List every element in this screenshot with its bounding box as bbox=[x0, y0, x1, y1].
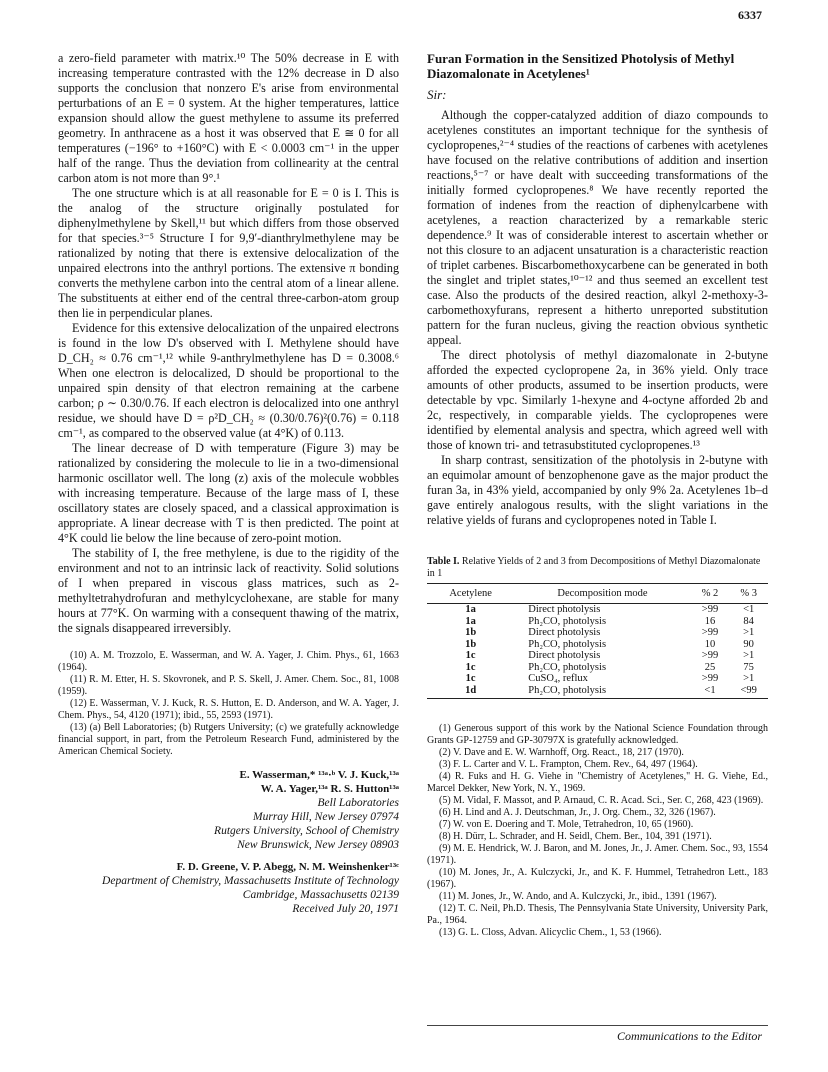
table-cell: Ph₂CO, photolysis bbox=[528, 615, 607, 627]
table-cell: Direct photolysis bbox=[528, 604, 601, 615]
table-cell: Direct photolysis bbox=[528, 650, 601, 661]
table-cell: 90 bbox=[743, 638, 754, 650]
institution: Rutgers University, School of Chemistry bbox=[214, 825, 399, 837]
author-names: W. A. Yager,¹³ᵃ R. S. Hutton¹³ᵃ bbox=[260, 783, 399, 795]
right-column bbox=[427, 51, 768, 939]
table-cell: 1a bbox=[465, 604, 476, 615]
table-cell: 25 bbox=[704, 661, 716, 673]
table-row bbox=[427, 685, 768, 699]
table-cell: 1b bbox=[465, 638, 477, 650]
institution: Department of Chemistry, Massachusetts Institute of Technology bbox=[102, 875, 399, 887]
table-cell: 1a bbox=[465, 615, 476, 627]
table-header-row bbox=[427, 584, 768, 604]
table-cell: CuSO₄, reflux bbox=[528, 673, 588, 684]
reference: (7) W. von E. Doering and T. Mole, Tetrahedron, 10, 65 (1960). bbox=[439, 819, 694, 830]
author-block bbox=[58, 768, 399, 916]
body-paragraph: The one structure which is at all reasonable for E = 0 is I. This is the analog of the structure originally postulated for diphenylmethylene by Skell,¹¹ but which differs from those observed for that species.³⁻⁵ Structure I for 9,9′-dianthrylmethylene may be rationalized by noting that there is extensive delocalization of the unpaired electrons into the anthryl portions. The extensive π bonding converts the methylene carbon into the central atom of a linear allene. The substituents at either end of the central three-carbon-atom group then lie in perpendicular planes. bbox=[58, 186, 399, 320]
table-row bbox=[427, 673, 768, 685]
references-right bbox=[427, 723, 768, 939]
reference: (9) M. E. Hendrick, W. J. Baron, and M. Jones, Jr., J. Amer. Chem. Soc., 93, 1554 (1971). bbox=[427, 843, 768, 866]
table-cell: 1c bbox=[465, 673, 476, 684]
table-cell: >1 bbox=[743, 673, 755, 684]
table-row bbox=[427, 650, 768, 662]
reference: (4) R. Fuks and H. G. Viehe in "Chemistry of Acetylenes," H. G. Viehe, Ed., Marcel Dekker, New York, N. Y., 1969. bbox=[427, 771, 768, 794]
table-cell: 1c bbox=[465, 650, 476, 661]
table-caption bbox=[427, 556, 768, 580]
table-cell: <1 bbox=[743, 604, 755, 615]
body-paragraph: a zero-field parameter with matrix.¹⁰ The 50% decrease in E with increasing temperature contrasted with the 12% decrease in D also supports the conclusion that nonzero E's arise from environmental perturbations of an E = 0 system. At the higher temperatures, lattice expansion should allow the guest methylene to assume its preferred geometry. In anthracene as a host it was observed that E ≅ 0 for all temperatures (−196° to +160°C) with E < 0.0003 cm⁻¹ in the upper half of the range. Thus the deviation from collinearity at the central carbon atom is not more than 9°.¹ bbox=[58, 51, 399, 185]
table-header: % 2 bbox=[691, 584, 730, 604]
table-cell: Ph₂CO, photolysis bbox=[528, 661, 607, 673]
table-cell: >99 bbox=[701, 627, 719, 638]
running-footer: Communications to the Editor bbox=[617, 1029, 762, 1043]
reference: (13) (a) Bell Laboratories; (b) Rutgers University; (c) we gratefully acknowledge financial support, in part, from the Petroleum Research Fund, administered by the American Chemical Society. bbox=[58, 722, 399, 757]
institution: Bell Laboratories bbox=[317, 797, 399, 809]
reference: (10) M. Jones, Jr., A. Kulczycki, Jr., and K. F. Hummel, Tetrahedron Lett., 183 (1967). bbox=[427, 867, 768, 890]
table-cell: 16 bbox=[704, 615, 716, 627]
left-column bbox=[58, 51, 399, 916]
table-cell: Ph₂CO, photolysis bbox=[528, 638, 607, 650]
reference: (1) Generous support of this work by the National Science Foundation through Grants GP-12759 and GP-30797X is gratefully acknowledged. bbox=[427, 723, 768, 746]
table-cell: 75 bbox=[743, 661, 754, 673]
reference: (6) H. Lind and A. J. Deutschman, Jr., J. Org. Chem., 32, 326 (1967). bbox=[439, 807, 716, 818]
table-cell: >99 bbox=[701, 650, 719, 661]
table-cell: Direct photolysis bbox=[528, 627, 601, 638]
article-title: Furan Formation in the Sensitized Photolysis of Methyl Diazomalonate in Acetylenes¹ bbox=[427, 51, 735, 81]
table-cell: 84 bbox=[743, 615, 754, 627]
table-cell: 10 bbox=[704, 638, 716, 650]
reference: (5) M. Vidal, F. Massot, and P. Arnaud, C. R. Acad. Sci., Ser. C, 268, 423 (1969). bbox=[439, 795, 764, 806]
reference: (13) G. L. Closs, Advan. Alicyclic Chem., 1, 53 (1966). bbox=[439, 927, 662, 938]
table-cell: <1 bbox=[691, 685, 730, 699]
body-paragraph: In sharp contrast, sensitization of the photolysis in 2-butyne with an equimolar amount of benzophenone gave as the major product the furan 3a, in 43% yield, accompanied by only 9% 2a. Acetylenes 1b–d gave entirely analogous results, with the slight variations in the relative yields of furans and cyclopropenes noted in Table I. bbox=[427, 453, 768, 527]
yields-table bbox=[427, 583, 768, 699]
table-cell: 1c bbox=[465, 661, 476, 673]
author-names: F. D. Greene, V. P. Abegg, N. M. Weinshenker¹³ᶜ bbox=[176, 861, 399, 873]
table-header: Acetylene bbox=[427, 584, 514, 604]
table-header: Decomposition mode bbox=[514, 584, 690, 604]
table-cell: >1 bbox=[743, 627, 755, 638]
table-cell: >1 bbox=[743, 650, 755, 661]
institution-city: Murray Hill, New Jersey 07974 bbox=[253, 811, 399, 823]
table-cell: >99 bbox=[701, 673, 719, 684]
body-paragraph: The direct photolysis of methyl diazomalonate in 2-butyne afforded the expected cyclopropene 2a, in 36% yield. Only trace amounts of other products, assumed to be insertion products, were detectable by vpc. Similarly 1-hexyne and 4-octyne afforded 2b and 2c, respectively, in comparable yields. The cyclopropenes were identified by elemental analysis and spectra, which agreed well with those of known tri- and tetrasubstituted cyclopropenes.¹³ bbox=[427, 348, 768, 452]
reference: (10) A. M. Trozzolo, E. Wasserman, and W. A. Yager, J. Chim. Phys., 61, 1663 (1964). bbox=[58, 650, 399, 673]
reference: (11) R. M. Etter, H. S. Skovronek, and P. S. Skell, J. Amer. Chem. Soc., 81, 1008 (1959). bbox=[58, 674, 399, 697]
table-row bbox=[427, 616, 768, 628]
references-left bbox=[58, 650, 399, 758]
footer-rule bbox=[427, 1025, 768, 1026]
table-cell: 1d bbox=[427, 685, 514, 699]
body-paragraph: Although the copper-catalyzed addition of diazo compounds to acetylenes constitutes an important technique for the synthesis of cyclopropenes,²⁻⁴ studies of the reactions of carbenes with acetylenes have focused on the relative contributions of addition and insertion reactions,⁵⁻⁷ or have dealt with succeeding transformations of the initially formed cyclopropenes.⁸ We have recently reported the formation of indenes from the reaction of diphenylcarbene with acetylenes, a reaction characterized by a remarkable steric dependence.⁹ It was of considerable interest to ascertain whether or not this closure to an adjacent unsaturation is a characteristic reaction of triplet carbenes. Biscarbomethoxycarbene can be generated in both the singlet and triplet states,¹⁰⁻¹² and thus seemed an excellent test case. Also the products of the desired reaction, alkyl 2-methoxy-3-carbomethoxyfurans, represent a hitherto unreported substitution pattern for the furan nucleus, giving the reaction obvious synthetic appeal. bbox=[427, 108, 768, 347]
salutation: Sir: bbox=[427, 87, 447, 102]
reference: (11) M. Jones, Jr., W. Ando, and A. Kulczycki, Jr., ibid., 1391 (1967). bbox=[439, 891, 717, 902]
table-caption-text: Relative Yields of 2 and 3 from Decompositions of Methyl Diazomalonate in 1 bbox=[427, 556, 761, 579]
body-paragraph: The stability of I, the free methylene, is due to the rigidity of the environment and not to an intrinsic lack of reactivity. Solid solutions of I when prepared in viscous glass matrices, such as 2-methyltetrahydrofuran and methylcyclohexane, are stable for many hours at 77°K. On warming with a consequent thawing of the matrix, the signals disappeared irreversibly. bbox=[58, 546, 399, 635]
table-row bbox=[427, 639, 768, 651]
author-names: E. Wasserman,* ¹³ᵃ·ᵇ V. J. Kuck,¹³ᵃ bbox=[239, 769, 399, 781]
table-caption-label: Table I. bbox=[427, 556, 460, 567]
reference: (12) T. C. Neil, Ph.D. Thesis, The Pennsylvania State University, University Park, Pa., 1964. bbox=[427, 903, 768, 926]
table-cell: Ph₂CO, photolysis bbox=[514, 685, 690, 699]
table-cell: 1b bbox=[465, 627, 477, 638]
reference: (2) V. Dave and E. W. Warnhoff, Org. React., 18, 217 (1970). bbox=[439, 747, 684, 758]
reference: (3) F. L. Carter and V. L. Frampton, Chem. Rev., 64, 497 (1964). bbox=[439, 759, 698, 770]
institution-city: New Brunswick, New Jersey 08903 bbox=[237, 839, 399, 851]
table-header: % 3 bbox=[729, 584, 768, 604]
table-cell: <99 bbox=[729, 685, 768, 699]
reference: (8) H. Dürr, L. Schrader, and H. Seidl, Chem. Ber., 104, 391 (1971). bbox=[439, 831, 712, 842]
received-date: Received July 20, 1971 bbox=[292, 903, 399, 915]
body-paragraph: The linear decrease of D with temperature (Figure 3) may be rationalized by considering the molecule to lie in a two-dimensional harmonic oscillator well. The long (z) axis of the molecule wobbles with increasing temperature. Because of the large mass of I, these oscillatory states are closely spaced, and a classical approximation is appropriate. A linear decrease with T is then predicted. The point at 4°K could lie below the line because of zero-point motion. bbox=[58, 441, 399, 545]
table-cell: >99 bbox=[701, 604, 719, 615]
body-paragraph: Evidence for this extensive delocalization of the unpaired electrons is found in the low D's observed with I. Methylene should have D_CH₂ ≈ 0.76 cm⁻¹,¹² while 9-anthrylmethylene has D = 0.3008.⁶ When one electron is delocalized, D should be proportional to the unpaired spin density of that electron remaining at the carbene carbon; ρ ∼ 0.30/0.76. If each electron is delocalized into one anthryl residue, we should have D = ρ²D_CH₂ ≈ (0.30/0.76)²(0.76) = 0.118 cm⁻¹, as compared to the observed value (at 4°K) of 0.113. bbox=[58, 321, 399, 440]
reference: (12) E. Wasserman, V. J. Kuck, R. S. Hutton, E. D. Anderson, and W. A. Yager, J. Chem. Phys., 54, 4120 (1971); ibid., 55, 2593 (1971). bbox=[58, 698, 399, 721]
table-row bbox=[427, 604, 768, 616]
table-row bbox=[427, 662, 768, 674]
page-number: 6337 bbox=[738, 8, 762, 22]
table-row bbox=[427, 627, 768, 639]
institution-city: Cambridge, Massachusetts 02139 bbox=[242, 889, 399, 901]
